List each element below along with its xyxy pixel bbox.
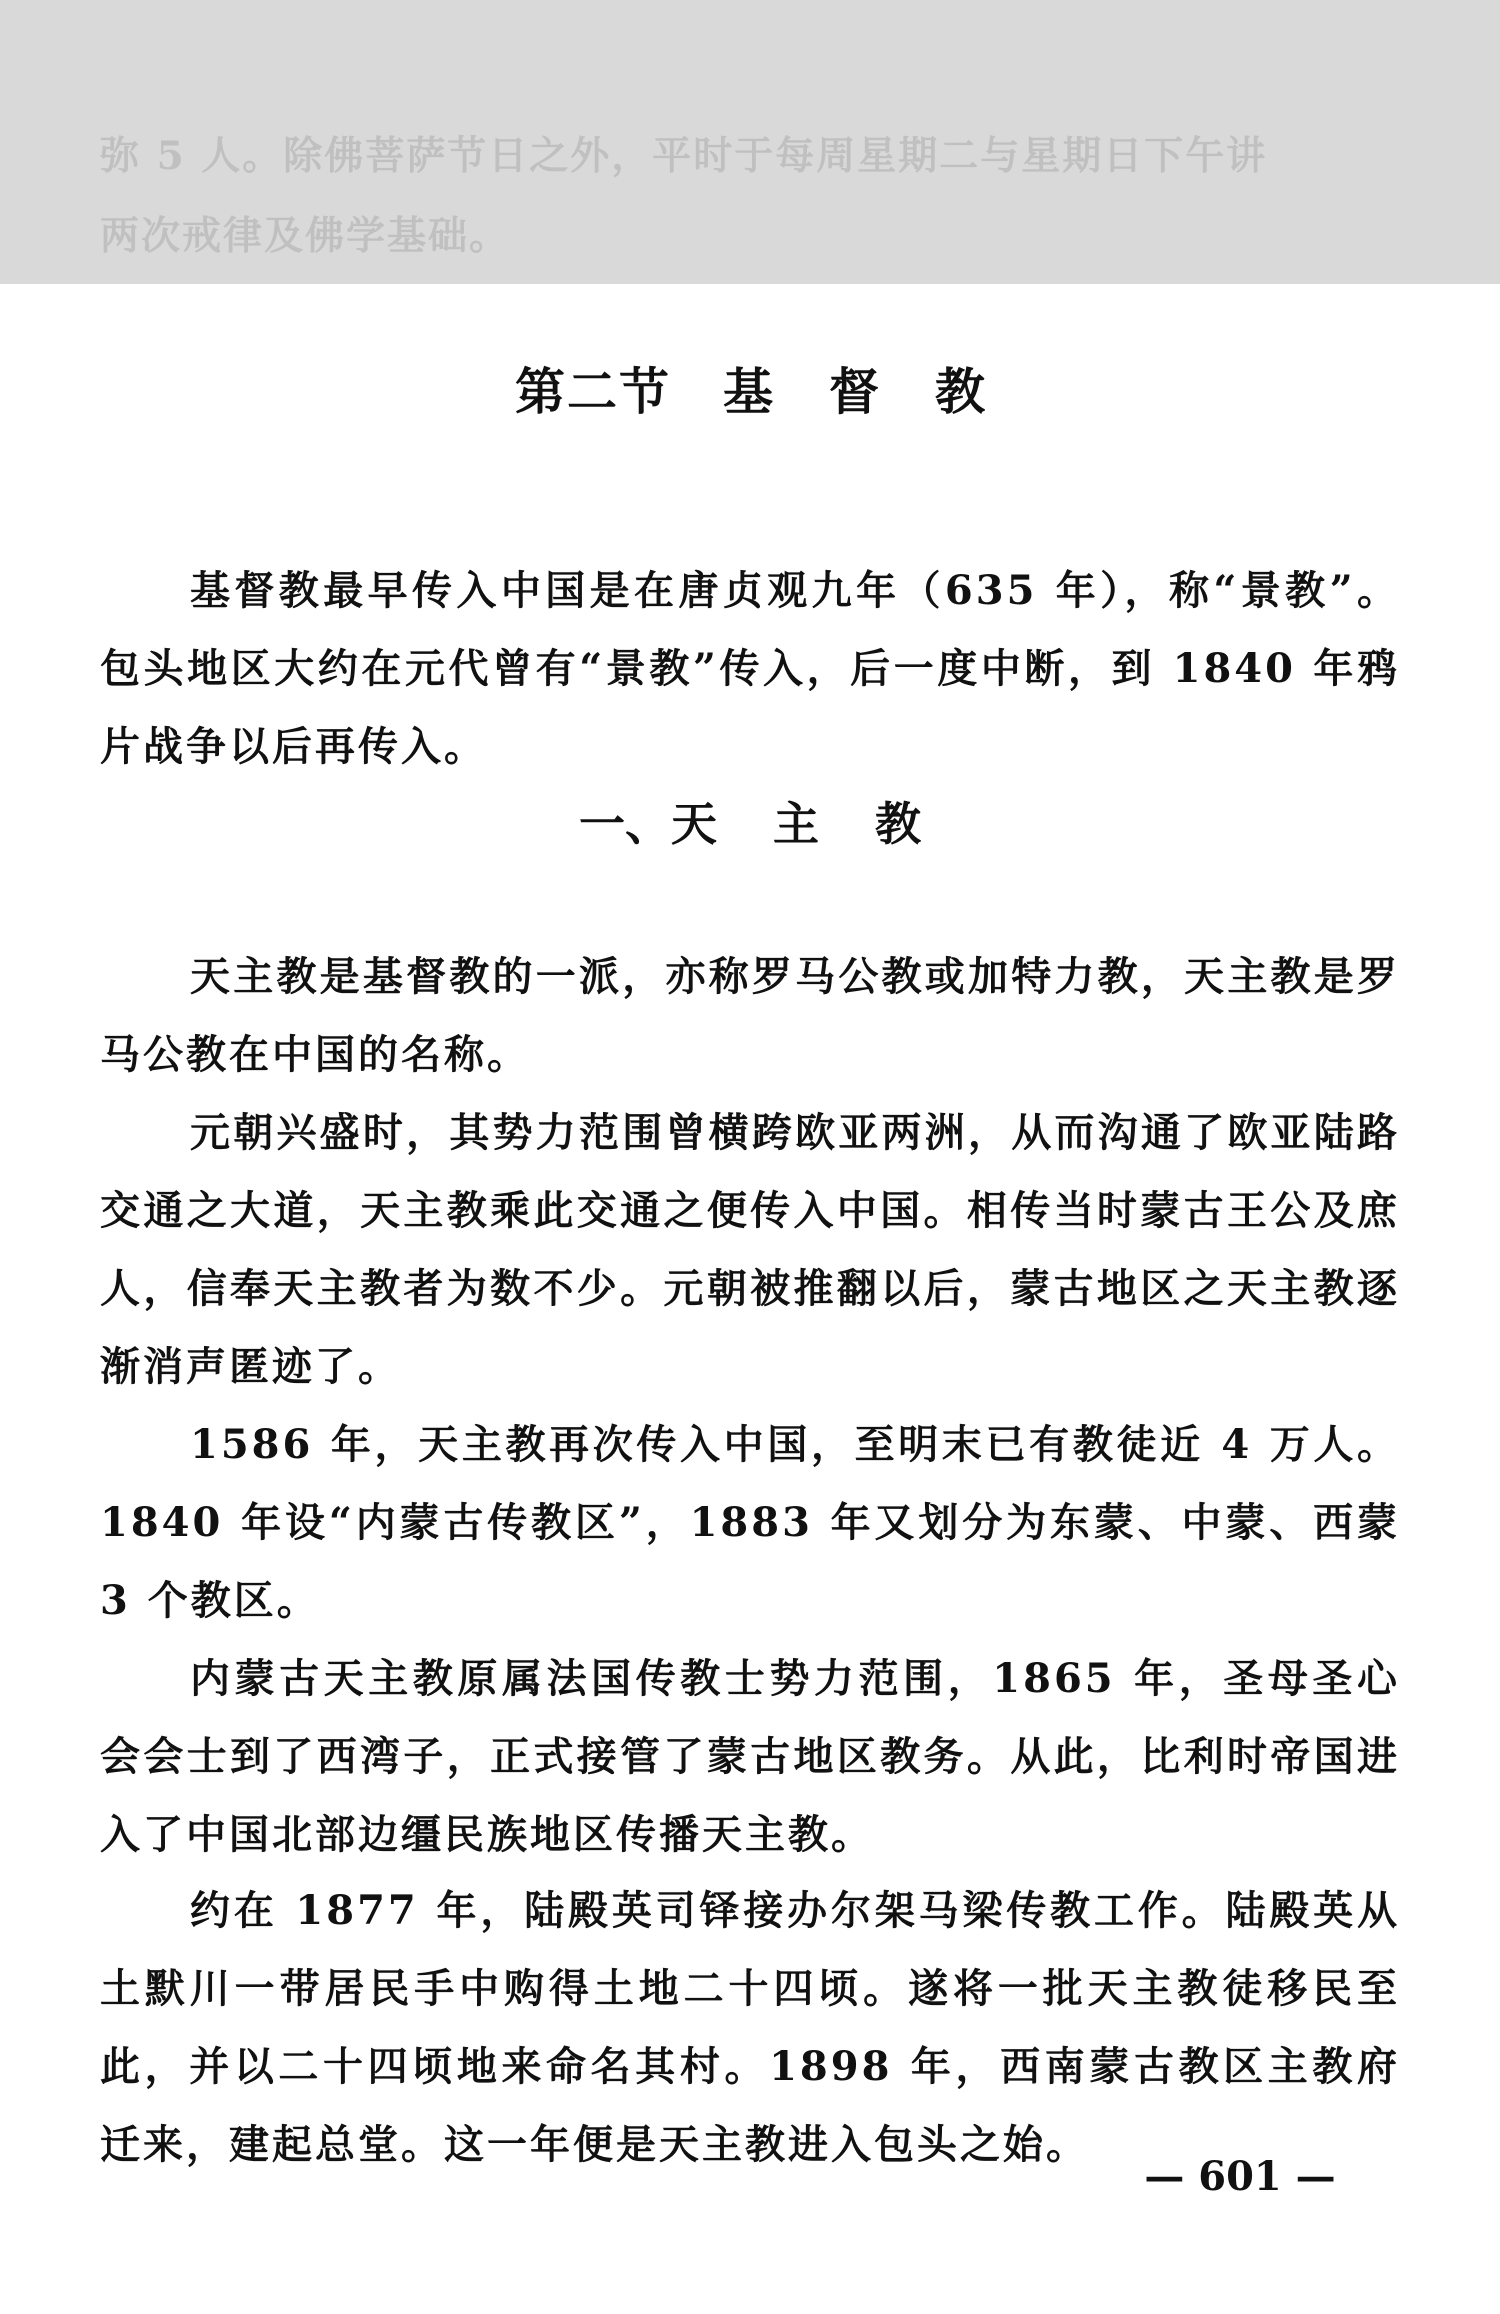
intro-paragraph: 基督教最早传入中国是在唐贞观九年（635 年），称“景教”。包头地区大约在元代曾有“景教”传入，后一度中断，到 1840 年鸦片战争以后再传入。: [100, 567, 1400, 770]
page-number: — 601 —: [1144, 2153, 1336, 2200]
fragment-line-2: 两次戒律及佛学基础。: [100, 213, 511, 259]
fragment-line-1: 弥 5 人。除佛菩萨节日之外，平时于每周星期二与星期日下午讲: [100, 133, 1268, 179]
body-paragraph-3: 1586 年，天主教再次传入中国，至明末已有教徒近 4 万人。1840 年设“内蒙古传教区”，1883 年又划分为东蒙、中蒙、西蒙 3 个教区。: [100, 1421, 1400, 1624]
body-paragraph-5: 约在 1877 年，陆殿英司铎接办尔架马梁传教工作。陆殿英从土默川一带居民手中购得土地二十四顷。遂将一批天主教徒移民至此，并以二十四顷地来命名其村。1898 年，西南蒙古教区主教府迁来，建起总堂。这一年便是天主教进入包头之始。: [100, 1887, 1400, 2168]
section-name: 基督教: [723, 362, 1041, 421]
section-number: 第二节: [515, 362, 671, 421]
previous-page-fragment: [0, 0, 1500, 284]
subsection-title: [0, 796, 1500, 852]
subsection-number: 一、: [579, 797, 671, 851]
section-title: [0, 362, 1500, 422]
body-paragraph-1: 天主教是基督教的一派，亦称罗马公教或加特力教，天主教是罗马公教在中国的名称。: [100, 953, 1400, 1078]
body-paragraph-4: 内蒙古天主教原属法国传教士势力范围，1865 年，圣母圣心会会士到了西湾子，正式接管了蒙古地区教务。从此，比利时帝国进入了中国北部边缰民族地区传播天主教。: [100, 1655, 1400, 1858]
body-paragraph-2: 元朝兴盛时，其势力范围曾横跨欧亚两洲，从而沟通了欧亚陆路交通之大道，天主教乘此交通之便传入中国。相传当时蒙古王公及庶人，信奉天主教者为数不少。元朝被推翻以后，蒙古地区之天主教逐渐消声匿迹了。: [100, 1109, 1400, 1390]
subsection-name: 天主教: [671, 797, 977, 851]
